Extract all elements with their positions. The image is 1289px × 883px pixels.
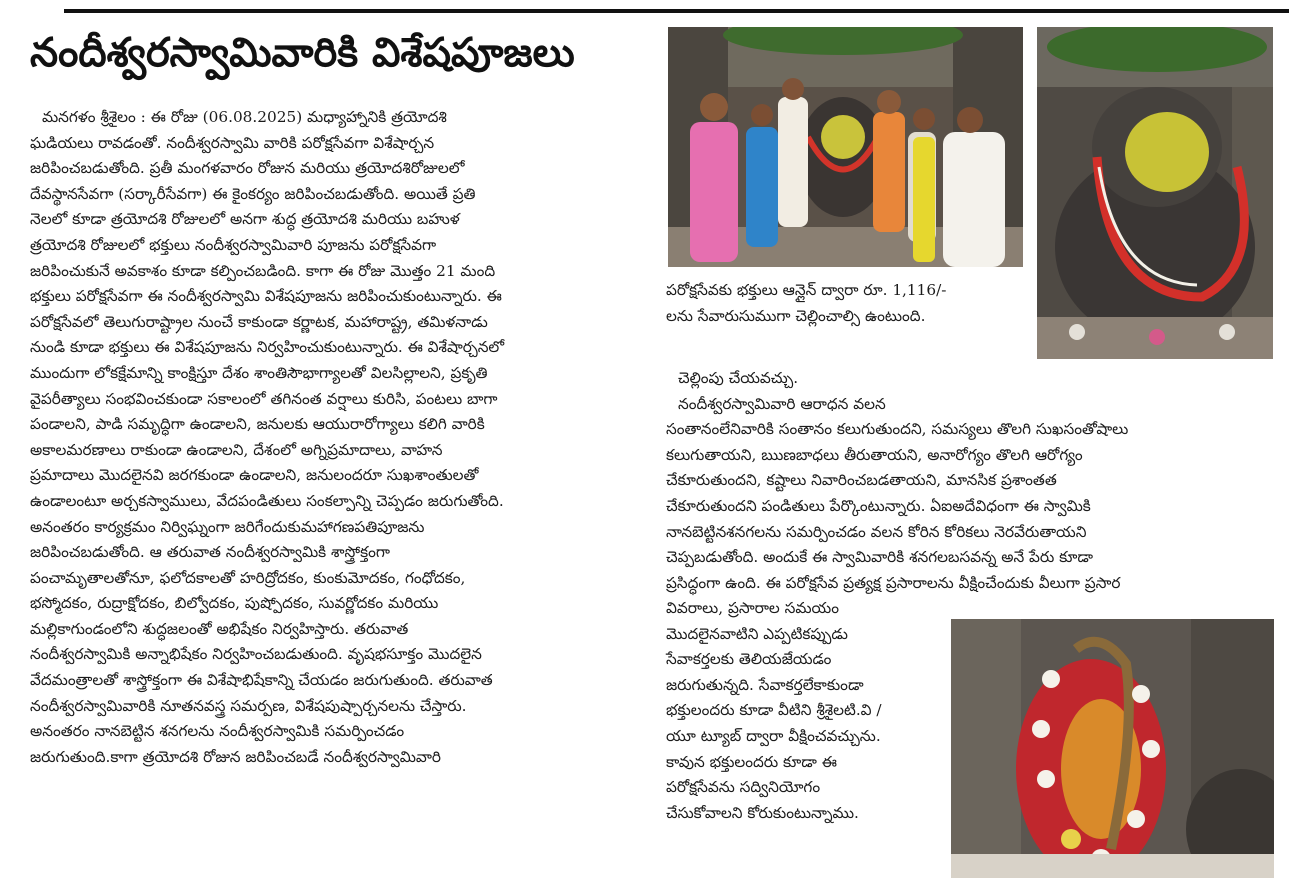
text-line: జరిపించుకునే అవకాశం కూడా కల్పించబడింది. కాగా ఈ రోజు మొత్తం 21 మంది [30, 261, 496, 280]
text-line: వివరాలు, ప్రసారాల సమయం [666, 599, 839, 617]
text-line: ముందుగా లోకక్షేమాన్ని కాంక్షిస్తూ దేశం శాంతిసౌభాగ్యాలతో విలసిల్లాలని, ప్రకృతి [30, 363, 488, 382]
text-line: భక్తులందరు కూడా వీటిని శ్రీశైలటి.వి / [666, 701, 882, 720]
article-middle-lines [666, 278, 1006, 329]
nandi-closeup-image [1037, 27, 1273, 359]
article-left-column [30, 105, 642, 770]
text-line: వేదమంత్రాలతో శాస్త్రోక్తంగా ఈ విశేషాభిషేకాన్ని చేయడం జరుగుతుంది. తరువాత [30, 671, 493, 690]
text-line: పంచామృతాలతోనూ, ఫలోదకాలతో హరిద్రోదకం, కుంకుమోదకం, గంధోదకం, [30, 568, 466, 587]
decorated-nandi-photo [951, 619, 1274, 878]
article-narrow-column [666, 596, 946, 826]
text-line: లను సేవారుసుముగా చెల్లించాల్సి ఉంటుంది. [666, 306, 926, 325]
text-line: సంతానంలేనివారికి సంతానం కలుగుతుందని, సమస్యలు తొలగి సుఖసంతోషాలు [666, 420, 1129, 439]
text-line: మనగళం శ్రీశైలం : ఈ రోజు (06.08.2025) మధ్యాహ్నానికి త్రయోదశి [42, 108, 447, 126]
text-line: వైపరీత్యాలు సంభవించకుండా సకాలంలో తగినంత వర్షాలు కురిసి, పంటలు బాగా [30, 389, 498, 408]
headline: నందీశ్వరస్వామివారికి విశేషపూజలు [30, 30, 575, 76]
group-photo-image [668, 27, 1023, 267]
text-line: అనంతరం కార్యక్రమం నిర్విఘ్నంగా జరిగేందుకుమహాగణపతిపూజను [30, 517, 425, 536]
text-line: ప్రసిద్ధంగా ఉంది. ఈ పరోక్షసేవ ప్రత్యక్ష ప్రసారాలను వీక్షించేందుకు వీలుగా ప్రసార [666, 573, 1121, 592]
text-line: చెల్లింపు చేయవచ్చు. [678, 369, 799, 387]
text-line: జరుగుతున్నది. సేవాకర్తలేకాకుండా [666, 675, 864, 694]
text-line: చెప్పబడుతోంది. అందుకే ఈ స్వామివారికి శనగలబసవన్న అనే పేరు కూడా [666, 548, 1093, 567]
text-line: జరుగుతుంది.కాగా త్రయోదశి రోజున జరిపించబడే నందీశ్వరస్వామివారి [30, 747, 442, 766]
text-line: నందీశ్వరస్వామివారికి నూతనవస్త్ర సమర్పణ, విశేషపుష్పార్చనలను చేస్తారు. [30, 696, 467, 715]
text-line: చేకూరుతుందని, కష్టాలు నివారించబడతాయని, మానసిక ప్రశాంతత [666, 471, 1057, 490]
text-line: కలుగుతాయని, ఋణబాధలు తీరుతాయని, అనారోగ్యం తొలగి ఆరోగ్యం [666, 445, 1083, 464]
text-line: సేవాకర్తలకు తెలియజేయడం [666, 650, 832, 669]
text-line: చేకూరుతుందని పండితులు పేర్కొంటున్నారు. ఏఐఅదేవిధంగా ఈ స్వామికి [666, 496, 1091, 515]
text-line: కావున భక్తులందరు కూడా ఈ [666, 752, 837, 771]
text-line: భక్తులు పరోక్షసేవగా ఈ నందీశ్వరస్వామి విశేషపూజను జరిపించుకుంటున్నారు. ఈ [30, 287, 502, 306]
text-line: యూ ట్యూబ్ ద్వారా వీక్షించవచ్చును. [666, 726, 881, 745]
text-line: నానబెట్టినశనగలను సమర్పించడం వలన కోరిన కోరికలు నెరవేరుతాయని [666, 522, 1087, 541]
text-line: త్రయోదశి రోజులలో భక్తులు నందీశ్వరస్వామివారి పూజను పరోక్షసేవగా [30, 235, 437, 254]
text-line: పరోక్షసేవకు భక్తులు ఆన్లైన్ ద్వారా రూ. 1,116/- [666, 281, 947, 299]
text-line: నుండి కూడా భక్తులు ఈ విశేషపూజను నిర్వహించుకుంటున్నారు. ఈ విశేషార్చనలో [30, 338, 505, 357]
text-line: అనంతరం నానబెట్టిన శనగలను నందీశ్వరస్వామికి సమర్పించడం [30, 722, 405, 741]
text-line: నందీశ్వరస్వామికి అన్నాభిషేకం నిర్వహించబడుతుంది. వృషభసూక్తం మొదలైన [30, 645, 482, 664]
decorated-nandi-image [951, 619, 1274, 878]
text-line: దేవస్థానసేవగా (సర్కారీసేవగా) ఈ కైంకర్యం జరిపించబడుతోంది. అయితే ప్రతి [30, 184, 476, 203]
text-line: జరిపించబడుతోంది. ఆ తరువాత నందీశ్వరస్వామికి శాస్త్రోక్తంగా [30, 543, 390, 562]
text-line: భస్మోదకం, రుద్రాక్షోదకం, బిల్వోదకం, పుష్పోదకం, సువర్ణోదకం మరియు [30, 594, 439, 613]
text-line: మల్లికాగుండంలోని శుద్ధజలంతో అభిషేకం నిర్వహిస్తారు. తరువాత [30, 619, 409, 638]
text-line: పరోక్షసేవను సద్వినియోగం [666, 778, 821, 797]
group-photo [668, 27, 1023, 267]
text-line: ఉండాలంటూ అర్చకస్వాములు, వేదపండితులు సంకల్పాన్ని చెప్పడం జరుగుతోంది. [30, 491, 504, 510]
text-line: పండాలని, పాడి సమృద్ధిగా ఉండాలని, జనులకు ఆయురారోగ్యాలు కలిగి వారికి [30, 415, 485, 434]
text-line: నందీశ్వరస్వామివారి ఆరాధన వలన [678, 394, 886, 413]
top-rule [64, 9, 1289, 13]
article-right-column [666, 366, 1276, 596]
text-line: ప్రమాదాలు మొదలైనవి జరగకుండా ఉండాలని, జనులందరూ సుఖశాంతులతో [30, 466, 479, 485]
text-line: నెలలో కూడా త్రయోదశి రోజులలో అనగా శుద్ధ త్రయోదశి మరియు బహుళ [30, 210, 460, 229]
text-line: మొదలైనవాటిని ఎప్పటికప్పుడు [666, 624, 848, 643]
text-line: అకాలమరణాలు రాకుండా ఉండాలని, దేశంలో అగ్నిప్రమాదాలు, వాహన [30, 440, 443, 459]
text-line: ఘడియలు రావడంతో. నందీశ్వరస్వామి వారికి పరోక్షసేవగా విశేషార్చన [30, 133, 435, 152]
text-line: జరిపించబడుతోంది. ప్రతీ మంగళవారం రోజున మరియు త్రయోదశిరోజులలో [30, 159, 465, 178]
text-line: పరోక్షసేవలో తెలుగురాష్ట్రాల నుంచే కాకుండా కర్ణాటక, మహారాష్ట్ర, తమిళనాడు [30, 312, 488, 331]
nandi-closeup-photo [1037, 27, 1273, 359]
text-line: చేసుకోవాలని కోరుకుంటున్నాము. [666, 803, 859, 822]
